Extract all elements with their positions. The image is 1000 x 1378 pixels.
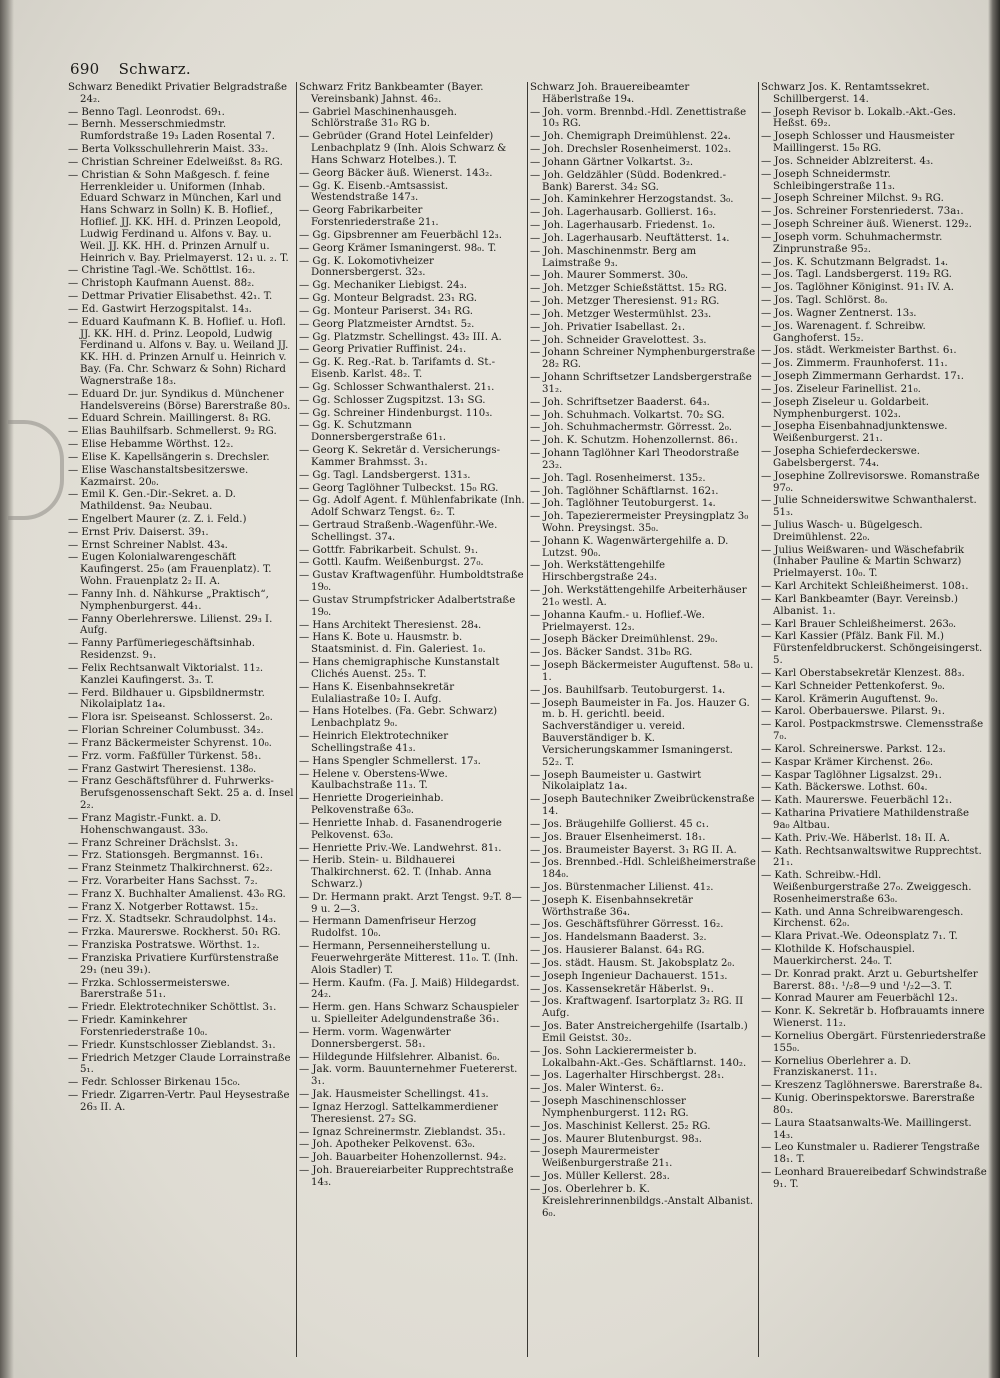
directory-entry: — Dr. Hermann prakt. Arzt Tengst. 9₂T. 8—9 u. 2—3.: [299, 891, 522, 915]
directory-entry: — Johann Schriftsetzer Landsbergerstraße 31₂.: [530, 372, 752, 395]
directory-entry: — Kornelius Obergärt. Fürstenriederstraße 155₀.: [761, 1030, 986, 1054]
directory-entry: — Gg. Schreiner Hindenburgst. 110₃.: [299, 407, 493, 419]
directory-entry: — Eduard Schrein. Maillingerst. 8₁ RG.: [68, 413, 271, 425]
column-divider: [296, 82, 297, 1357]
directory-entry: — Joh. Metzger Theresienst. 91₂ RG.: [530, 296, 720, 308]
directory-entry: — Eugen Kolonialwarengeschäft Kaufingerst. 25₀ (am Frauenplatz). T. Wohn. Frauenplatz 2₂ II. A.: [68, 552, 272, 588]
directory-entry: — Jos. K. Schutzmann Belgradst. 1₄.: [761, 256, 949, 268]
directory-entry: — Ed. Gastwirt Herzogspitalst. 14₃.: [68, 303, 252, 315]
directory-entry: — Jos. Bürstenmacher Lilienst. 41₂.: [530, 882, 714, 893]
directory-entry: — Joseph Ingenieur Dachauerst. 151₃.: [530, 970, 728, 982]
directory-entry: — Franz Steinmetz Thalkirchnerst. 62₂.: [68, 863, 273, 875]
directory-entry: — Friedr. Kaminkehrer Forstenriederstraße 10₀.: [68, 1015, 208, 1038]
directory-entry: — Bernh. Messerschmiedmstr. Rumfordstraße 19₃ Laden Rosental 7.: [68, 119, 276, 143]
directory-entry: — Gg. Tagl. Landsbergerst. 131₃.: [299, 469, 471, 481]
directory-entry: — Karl Oberstabsekretär Klenzest. 88₃.: [761, 667, 965, 679]
directory-entry: — Jos. Kraftwagenf. Isartorplatz 3₂ RG. II Aufg.: [530, 996, 744, 1020]
directory-entry: — Eduard Kaufmann K. B. Hoflief. u. Hofl. JJ. KK. HH. d. Prinz. Leopold, Ludwig Ferdinand u. Alfons v. Bay. u. Weiland JJ. KK. HH. d. Prinzen Arnulf u. Heinrich v. Bay. (Fa. Chr. Schwarz & Sohn) Richard Wagnerstraße 18₃.: [68, 316, 289, 387]
directory-entry: — Konrad Maurer am Feuerbächl 12₃.: [761, 993, 958, 1005]
directory-entry: — Joh. Geldzähler (Südd. Bodenkred.-Bank) Barerst. 34₂ SG.: [530, 169, 727, 193]
page-left-edge-shadow: [0, 0, 14, 1378]
directory-entry: — Jak. vorm. Bauunternehmer Fuetererst. 3₁.: [299, 1064, 518, 1088]
directory-entry: — Hans K. Bote u. Hausmstr. b. Staatsminist. d. Fin. Galeriest. 1₀.: [299, 632, 486, 656]
directory-entry: — Jos. Maschinist Kellerst. 25₂ RG.: [530, 1120, 711, 1132]
directory-entry: — Karol. Krämerin Auguftenst. 9₀.: [761, 693, 939, 705]
directory-entry: — Kunig. Oberinspektorswe. Barerstraße 80₃.: [761, 1093, 975, 1116]
directory-entry: — Joseph Ziseleur u. Goldarbeit. Nymphenburgerst. 102₃.: [761, 396, 929, 420]
directory-entry: — Herm. vorm. Wagenwärter Donnersbergerst. 58₁.: [299, 1026, 451, 1050]
directory-entry: — Emil K. Gen.-Dir.-Sekret. a. D. Mathildenst. 9a₂ Neubau.: [68, 489, 236, 513]
directory-entry: — Henriette Priv.-We. Landwehrst. 81₁.: [299, 842, 502, 854]
directory-entry: — Elise K. Kapellsängerin s. Drechsler.: [68, 451, 270, 463]
directory-entry: — Herm. Kaufm. (Fa. J. Maiß) Hildegardst. 24₂.: [299, 977, 520, 1001]
directory-entry: — Gg. Schlosser Schwanthalerst. 21₁.: [299, 381, 495, 393]
directory-entry: — Joh. Schneider Gravelottest. 3₃.: [530, 334, 707, 346]
directory-entry: — Christoph Kaufmann Auenst. 88₂.: [68, 278, 255, 290]
directory-entry: — Frzka. Schlossermeisterswe. Barerstraße 51₁.: [68, 977, 230, 1001]
directory-entry: — Ferd. Bildhauer u. Gipsbildnermstr. Nikolaiplatz 1a₄.: [68, 687, 265, 711]
directory-entry: — Kornelius Oberlehrer a. D. Franziskanerst. 11₁.: [761, 1055, 912, 1079]
page-number: 690: [70, 60, 100, 78]
directory-entry: — Karol. Oberbauerswe. Pilarst. 9₁.: [761, 706, 946, 718]
directory-entry: — Karol. Schreinerswe. Parkst. 12₃.: [761, 743, 946, 755]
directory-column-1: [68, 82, 294, 1372]
directory-entry: — Kath. und Anna Schreibwarengesch. Kirchenst. 62₀.: [761, 906, 964, 930]
directory-column-4: [761, 82, 987, 1372]
directory-entry: — Friedr. Elektrotechniker Schöttlst. 3₁.: [68, 1002, 277, 1014]
directory-entry: — Joh. Tagl. Rosenheimerst. 135₂.: [530, 472, 706, 484]
directory-entry: — Herm. gen. Hans Schwarz Schauspieler u. Spielleiter Adelgundenstraße 36₁.: [299, 1002, 519, 1026]
directory-entry: — Joseph Schreiner Milchst. 9₃ RG.: [761, 193, 944, 205]
directory-entry: — Joh. Drechsler Rosenheimerst. 102₃.: [530, 144, 732, 156]
directory-entry: — Jos. Maurer Blutenburgst. 98₃.: [530, 1133, 702, 1145]
directory-entry: — Dettmar Privatier Elisabethst. 42₁. T.: [68, 291, 273, 303]
directory-entry: — Jos. Schreiner Forstenriederst. 73a₁.: [761, 206, 964, 218]
directory-entry: — Eduard Dr. jur. Syndikus d. Münchener Handelsvereins (Börse) Barerstraße 80₃.: [68, 388, 291, 412]
directory-entry: — Gg. K. Reg.-Rat. b. Tarifamts d. St.-Eisenb. Karlst. 48₂. T.: [299, 357, 496, 381]
directory-entry: — Jos. Kassensekretär Häberlst. 9₁.: [530, 983, 714, 995]
directory-entry: — Hans K. Eisenbahnsekretär Eulaliastraße 10₂ I. Aufg.: [299, 681, 455, 705]
directory-entry: — Joseph Schneidermstr. Schleibingerstraße 11₃.: [761, 168, 896, 192]
directory-entry: — Joseph vorm. Schuhmachermstr. Zinprunstraße 95₂.: [761, 231, 943, 255]
directory-entry: — Leo Kunstmaler u. Radierer Tengstraße 18₁. T.: [761, 1142, 980, 1166]
directory-entry: — Ignaz Herzogl. Sattelkammerdiener Theresienst. 27₂ SG.: [299, 1101, 499, 1125]
directory-entry: — Joh. Maschinenmstr. Berg am Laimstraße 9₃.: [530, 245, 697, 269]
directory-entry: — Joh. Metzger Westermühlst. 23₃.: [530, 308, 712, 320]
directory-entry: — Joh. Schuhmach. Volkartst. 70₂ SG.: [530, 409, 725, 421]
directory-entry: — Katharina Privatiere Mathildenstraße 9a₀ Altbau.: [761, 808, 970, 831]
directory-entry: — Franz X. Notgerber Rottawst. 15₂.: [68, 901, 259, 913]
directory-entry: — Kath. Schreibw.-Hdl. Weißenburgerstraße 27₀. Zweiggesch. Rosenheimerstraße 63₀.: [761, 870, 972, 905]
directory-entry: — Gg. K. Lokomotivheizer Donnersbergerst. 32₃.: [299, 255, 434, 279]
directory-entry: — Gustav Strumpfstricker Adalbertstraße 19₀.: [299, 594, 516, 618]
directory-entry: — Fedr. Schlosser Birkenau 15c₀.: [68, 1077, 241, 1089]
directory-entry: — Georg Taglöhner Tulbeckst. 15₀ RG.: [299, 482, 499, 494]
directory-entry: — Jos. städt. Hausm. St. Jakobsplatz 2₀.: [530, 957, 735, 969]
directory-entry: — Jos. Taglöhner Königinst. 91₁ IV. A.: [761, 282, 954, 294]
directory-entry: — Henriette Drogerieinhab. Pelkovenstraße 63₀.: [299, 793, 444, 817]
directory-entry: — Fanny Inh. d. Nähkurse „Praktisch“, Nymphenburgerst. 44₁.: [68, 588, 269, 612]
directory-entry: — Hermann, Persenneiherstellung u. Feuerwehrgeräte Mitterest. 11₀. T. (Inh. Alois Stadler) T.: [299, 941, 519, 976]
directory-entry: Schwarz Fritz Bankbeamter (Bayer. Vereinsbank) Jahnst. 46₂.: [299, 82, 484, 105]
directory-entry: — Kath. Bäckerswe. Lothst. 60₄.: [761, 782, 928, 794]
directory-entry: — Herib. Stein- u. Bildhauerei Thalkirchnerst. 62. T. (Inhab. Anna Schwarz.): [299, 855, 492, 890]
directory-entry: — Benno Tagl. Leonrodst. 69₁.: [68, 106, 225, 118]
directory-entry: — Christian & Sohn Maßgesch. f. feine Herrenkleider u. Uniformen (Inhab. Eduard Schwarz in München, Karl und Hans Schwarz in Solln) K. B. Hoflief., Hoflief. JJ. KK. HH. d. Prinzen Leopold, Ludwig Ferdinand u. Alfons v. Bay. u. Weil. JJ. KK. HH. d. Prinzen Arnulf u. Heinrich v. Bay. Prielmayerst. 12₁ u. ₂. T.: [68, 169, 289, 264]
directory-entry: — Joh. Taglöhner Teutoburgerst. 1₄.: [530, 498, 716, 510]
directory-entry: — Frz. X. Stadtsekr. Schraudolphst. 14₃.: [68, 914, 277, 926]
directory-entry: — Hans chemigraphische Kunstanstalt Clichés Auenst. 25₃. T.: [299, 657, 500, 680]
directory-entry: — Gg. K. Eisenb.-Amtsassist. Westendstraße 147₃.: [299, 180, 449, 204]
directory-entry: — Jos. Sohn Lackierermeister b. Lokalbahn-Akt.-Ges. Schäftlarnst. 140₂.: [530, 1045, 747, 1069]
directory-entry: — Gg. K. Schutzmann Donnersbergerstraße 61₁.: [299, 420, 447, 444]
directory-entry: — Gebrüder (Grand Hotel Leinfelder) Lenbachplatz 9 (Inh. Alois Schwarz & Hans Schwarz Hotelbes.). T.: [299, 131, 507, 166]
directory-entry: — Christine Tagl.-We. Schöttlst. 16₂.: [68, 265, 256, 277]
directory-entry: — Jos. Warenagent. f. Schreibw. Ganghoferst. 15₂.: [761, 320, 926, 344]
directory-entry: — Joseph Maurermeister Weißenburgerstraße 21₁.: [530, 1146, 673, 1170]
directory-entry: — Joh. Schriftsetzer Baaderst. 64₃.: [530, 396, 710, 408]
directory-entry: — Josepha Eisenbahnadjunktenswe. Weißenburgerst. 21₁.: [761, 421, 948, 445]
directory-entry: — Jos. Hausierer Balanst. 64₃ RG.: [530, 945, 705, 957]
directory-entry: — Jak. Hausmeister Schellingst. 41₃.: [299, 1089, 489, 1101]
directory-entry: — Konr. K. Sekretär b. Hofbrauamts innere Wienerst. 11₂.: [761, 1006, 985, 1030]
directory-entry: — Gg. Adolf Agent. f. Mühlenfabrikate (Inh. Adolf Schwarz Tengst. 6₂. T.: [299, 495, 525, 519]
directory-entry: — Frzka. Maurerswe. Rockherst. 50₁ RG.: [68, 927, 281, 939]
directory-entry: — Joh. Metzger Schießstättst. 15₂ RG.: [530, 283, 727, 295]
directory-entry: Schwarz Benedikt Privatier Belgradstraße 24₂.: [68, 82, 288, 105]
directory-entry: — Franziska Postratswe. Wörthst. 1₂.: [68, 940, 260, 952]
directory-entry: — Florian Schreiner Columbusst. 34₂.: [68, 725, 264, 737]
directory-entry: — Joh. K. Schutzm. Hohenzollernst. 86₁.: [530, 435, 738, 447]
directory-entry: — Flora isr. Speiseanst. Schlosserst. 2₀.: [68, 712, 273, 724]
directory-entry: — Berta Volksschullehrerin Maist. 33₂.: [68, 144, 269, 156]
directory-entry: — Hans Hotelbes. (Fa. Gebr. Schwarz) Lenbachplatz 9₀.: [299, 706, 498, 730]
directory-entry: — Heinrich Elektrotechniker Schellingstraße 41₃.: [299, 731, 449, 754]
column-divider: [527, 82, 528, 1357]
directory-entry: — Joseph Bäckermeister Auguftenst. 58₀ u. 1.: [530, 660, 754, 683]
directory-entry: — Gertraud Straßenb.-Wagenführ.-We. Schellingst. 37₄.: [299, 519, 498, 543]
directory-entry: — Josepha Schieferdeckerswe. Gabelsbergerst. 74₄.: [761, 446, 921, 469]
directory-entry: — Jos. Bauhilfsarb. Teutoburgerst. 1₄.: [530, 684, 726, 696]
directory-entry: — Joseph Revisor b. Lokalb.-Akt.-Ges. Heßst. 69₂.: [761, 106, 956, 130]
directory-entry: — Georg Privatier Ruffinist. 24₁.: [299, 344, 467, 356]
directory-entry: — Friedr. Kunstschlosser Zieblandst. 3₁.: [68, 1039, 276, 1051]
directory-entry: — Jos. Ziseleur Farinellist. 21₀.: [761, 383, 921, 395]
directory-entry: — Laura Staatsanwalts-We. Maillingerst. 14₃.: [761, 1117, 972, 1141]
directory-entry: — Karl Architekt Schleißheimerst. 108₁.: [761, 581, 969, 593]
directory-entry: — Franz Bäckermeister Schyrenst. 10₀.: [68, 737, 272, 749]
directory-entry: — Helene v. Oberstens-Wwe. Kaulbachstraße 11₃. T.: [299, 768, 448, 792]
directory-entry: — Julie Schneiderswitwe Schwanthalerst. 51₃.: [761, 495, 977, 519]
directory-entry: — Joseph Maschinenschlosser Nymphenburgerst. 112₁ RG.: [530, 1096, 689, 1119]
directory-entry: — Hildegunde Hilfslehrer. Albanist. 6₀.: [299, 1051, 500, 1063]
directory-entry: — Johann Taglöhner Karl Theodorstraße 23₂.: [530, 448, 740, 471]
directory-entry: — Kaspar Taglöhner Ligsalzst. 29₁.: [761, 769, 942, 781]
directory-entry: — Joh. Maurer Sommerst. 30₀.: [530, 270, 689, 282]
directory-column-2: [299, 82, 525, 1372]
directory-entry: — Jos. Handelsmann Baaderst. 3₂.: [530, 932, 707, 944]
directory-entry: — Jos. Brauer Elsenheimerst. 18₁.: [530, 831, 706, 843]
directory-entry: — Gg. Gipsbrenner am Feuerbächl 12₃.: [299, 229, 503, 241]
directory-entry: — Joh. Chemigraph Dreimühlenst. 22₄.: [530, 131, 731, 143]
directory-entry: — Joh. Apotheker Pelkovenst. 63₀.: [299, 1139, 476, 1151]
directory-entry: — Jos. Braumeister Bayerst. 3₁ RG II. A.: [530, 844, 737, 856]
directory-entry: — Joh. vorm. Brennbd.-Hdl. Zenettistraße 10₃ RG.: [530, 106, 747, 130]
directory-entry: — Felix Rechtsanwalt Viktorialst. 11₂. Kanzlei Kaufingerst. 3₃. T.: [68, 662, 264, 686]
directory-entry: — Joh. Werkstättengehilfe Arbeiterhäuser 21₀ westl. A.: [530, 585, 747, 608]
directory-entry: — Gottfr. Fabrikarbeit. Schulst. 9₁.: [299, 544, 479, 556]
directory-entry: — Elias Bauhilfsarb. Schmellerst. 9₂ RG.: [68, 426, 277, 438]
binder-clip-graphic: [8, 420, 64, 520]
directory-entry: — Jos. Tagl. Landsbergerst. 119₂ RG.: [761, 269, 952, 281]
page-right-edge-shadow: [988, 0, 1000, 1378]
directory-entry: — Hermann Damenfriseur Herzog Rudolfst. 10₀.: [299, 916, 477, 940]
directory-entry: — Jos. städt. Werkmeister Barthst. 6₁.: [761, 345, 957, 357]
directory-entry: — Leonhard Brauereibedarf Schwindstraße 9₁. T.: [761, 1167, 987, 1190]
directory-entry: — Kaspar Krämer Kirchenst. 26₀.: [761, 756, 934, 768]
directory-entry: — Franz Geschäftsführer d. Fuhrwerks-Berufsgenossenschaft Sekt. 25 a. d. Insel 2₂.: [68, 776, 294, 812]
directory-entry: — Kath. Rechtsanwaltswitwe Rupprechtst. 21₁.: [761, 845, 982, 869]
directory-entry: — Jos. Tagl. Schlörst. 8₀.: [761, 295, 888, 307]
directory-entry: — Georg Platzmeister Arndtst. 5₂.: [299, 318, 475, 330]
directory-entry: — Hans Architekt Theresienst. 28₄.: [299, 619, 482, 631]
directory-entry: — Jos. Wagner Zentnerst. 13₃.: [761, 307, 917, 319]
directory-entry: Schwarz Jos. K. Rentamtssekret. Schillbergerst. 14.: [761, 82, 930, 105]
directory-entry: — Gg. Monteur Belgradst. 23₁ RG.: [299, 293, 478, 305]
directory-entry: — Jos. Bäcker Sandst. 31b₀ RG.: [530, 647, 693, 659]
directory-entry: — Joh. Tapezierermeister Preysingplatz 3₀ Wohn. Preysingst. 35₀.: [530, 511, 749, 534]
directory-entry: — Franziska Privatiere Kurfürstenstraße 29₁ (neu 39₁).: [68, 952, 279, 976]
directory-entry: — Gg. Mechaniker Liebigst. 24₃.: [299, 280, 467, 292]
page-header: [70, 60, 191, 78]
directory-entry: — Joh. Bauarbeiter Hohenzollernst. 94₂.: [299, 1152, 507, 1164]
directory-entry: — Gustav Kraftwagenführ. Humboldtstraße 19₀.: [299, 570, 524, 594]
directory-entry: — Joh. Kaminkehrer Herzogstandst. 3₀.: [530, 194, 734, 206]
directory-entry: — Franz Gastwirt Theresienst. 138₀.: [68, 763, 257, 775]
directory-entry: — Jos. Oberlehrer b. K. Kreislehrerinnenbildgs.-Anstalt Albanist. 6₀.: [530, 1183, 754, 1219]
directory-entry: — Elise Waschanstaltsbesitzerswe. Kazmairst. 20₀.: [68, 464, 249, 488]
directory-entry: — Karol. Postpackmstrswe. Clemensstraße 7₀.: [761, 719, 984, 743]
directory-entry: — Karl Bankbeamter (Bayr. Vereinsb.) Albanist. 1₁.: [761, 593, 958, 617]
directory-entry: — Franz Schreiner Drächslst. 3₁.: [68, 837, 239, 849]
directory-entry: — Jos. Zimmerm. Fraunhoferst. 11₁.: [761, 358, 948, 370]
directory-entry: — Henriette Inhab. d. Fasanendrogerie Pelkovenst. 63₀.: [299, 817, 502, 841]
directory-entry: — Friedrich Metzger Claude Lorrainstraße 5₁.: [68, 1052, 291, 1076]
directory-entry: — Fanny Parfümeriegeschäftsinhab. Residenzst. 9₁.: [68, 638, 255, 662]
directory-entry: — Joh. Lagerhausarb. Neuftätterst. 1₄.: [530, 232, 730, 244]
directory-entry: — Joseph Zimmermann Gerhardst. 17₁.: [761, 371, 965, 383]
directory-entry: — Ernst Priv. Daiserst. 39₁.: [68, 526, 209, 538]
directory-entry: — Jos. Bater Anstreichergehilfe (Isartalb.) Emil Geistst. 30₂.: [530, 1021, 748, 1044]
directory-entry: — Julius Weißwaren- und Wäschefabrik (Inhaber Pauline & Martin Schwarz) Prielmayerst. 10₀. T.: [761, 544, 965, 580]
directory-entry: — Georg Krämer Ismaningerst. 98₀. T.: [299, 242, 497, 254]
directory-entry: Schwarz Joh. Brauereibeamter Häberlstraße 19₄.: [530, 82, 690, 105]
directory-entry: — Gabriel Maschinenhausgeh. Schlörstraße 31₀ RG b.: [299, 106, 457, 130]
directory-entry: — Kath. Maurerswe. Feuerbächl 12₁.: [761, 795, 953, 807]
directory-entry: — Josephine Zollrevisorswe. Romanstraße 97₀.: [761, 470, 980, 494]
directory-entry: — Joseph Schreiner äuß. Wienerst. 129₂.: [761, 219, 972, 231]
directory-entry: — Jos. Schneider Ablzreiterst. 4₃.: [761, 155, 934, 167]
directory-entry: — Gg. Platzmstr. Schellingst. 43₂ III. A.: [299, 331, 502, 343]
directory-entry: — Hans Spengler Schmellerst. 17₃.: [299, 755, 481, 767]
directory-entry: — Joh. Werkstättengehilfe Hirschbergstraße 24₃.: [530, 560, 665, 584]
directory-entry: — Frz. Vorarbeiter Hans Sachsst. 7₂.: [68, 876, 258, 887]
directory-entry: — Kreszenz Taglöhnerswe. Barerstraße 8₄.: [761, 1080, 983, 1092]
directory-entry: — Johann Gärtner Volkartst. 3₂.: [530, 156, 694, 168]
directory-entry: — Joseph K. Eisenbahnsekretär Wörthstraße 36₄.: [530, 894, 693, 918]
directory-entry: — Joseph Bäcker Dreimühlenst. 29₀.: [530, 634, 718, 646]
directory-entry: — Karl Schneider Pettenkoferst. 9₀.: [761, 680, 946, 692]
directory-entry: — Jos. Bräugehilfe Gollierst. 45 c₁.: [530, 818, 709, 830]
directory-entry: — Dr. Konrad prakt. Arzt u. Geburtshelfer Barerst. 88₁. ¹/₂8—9 und ¹/₂2—3. T.: [761, 968, 978, 992]
directory-entry: — Johanna Kaufm.- u. Hoflief.-We. Prielmayerst. 12₃.: [530, 609, 705, 633]
directory-entry: — Klara Privat.-We. Odeonsplatz 7₁. T.: [761, 931, 958, 943]
directory-entry: — Franz X. Buchhalter Amalienst. 43₀ RG.: [68, 888, 286, 900]
directory-entry: — Johann Schreiner Nymphenburgerstraße 28₂ RG.: [530, 347, 756, 371]
directory-entry: — Frz. Stationsgeh. Bergmannst. 16₁.: [68, 850, 264, 862]
directory-entry: — Ignaz Schreinermstr. Zieblandst. 35₁.: [299, 1126, 506, 1138]
directory-entry: — Friedr. Zigarren-Vertr. Paul Heysestraße 26₃ II. A.: [68, 1090, 290, 1113]
directory-entry: — Fanny Oberlehrerswe. Lilienst. 29₃ I. Aufg.: [68, 613, 273, 637]
directory-entry: — Georg Bäcker äuß. Wienerst. 143₂.: [299, 167, 493, 179]
directory-entry: — Jos. Maler Winterst. 6₂.: [530, 1083, 664, 1095]
directory-entry: — Christian Schreiner Edelweißst. 8₃ RG.: [68, 156, 283, 168]
directory-entry: — Georg K. Sekretär d. Versicherungs-Kammer Brahmsst. 3₁.: [299, 445, 501, 468]
directory-entry: — Franz Magistr.-Funkt. a. D. Hohenschwangaust. 33₀.: [68, 812, 222, 836]
directory-entry: — Engelbert Maurer (z. Z. i. Feld.): [68, 513, 247, 525]
directory-entry: — Georg Fabrikarbeiter Forstenriederstraße 21₁.: [299, 205, 439, 229]
directory-entry: — Gg. Monteur Pariserst. 34₁ RG.: [299, 305, 473, 317]
directory-entry: — Jos. Müller Kellerst. 28₃.: [530, 1171, 670, 1183]
directory-entry: — Gottl. Kaufm. Weißenburgst. 27₀.: [299, 557, 484, 569]
column-divider: [758, 82, 759, 1357]
directory-entry: — Julius Wasch- u. Bügelgesch. Dreimühlenst. 22₀.: [761, 519, 923, 543]
directory-entry: — Joseph Baumeister in Fa. Jos. Hauzer G. m. b. H. gerichtl. beeid. Sachverständiger u. vereid. Bauverständiger b. K. Versicherungskammer Ismaningerst. 52₂. T.: [530, 697, 750, 768]
directory-entry: — Gg. Schlosser Zugspitzst. 13₁ SG.: [299, 394, 486, 406]
directory-entry: — Joseph Bautechniker Zweibrückenstraße 14.: [530, 794, 755, 818]
running-title: Schwarz.: [118, 60, 191, 78]
directory-entry: — Elise Hebamme Wörthst. 12₂.: [68, 439, 234, 451]
directory-entry: — Jos. Brennbed.-Hdl. Schleißheimerstraße 184₀.: [530, 857, 756, 881]
directory-entry: — Ernst Schreiner Nablst. 43₄.: [68, 539, 228, 551]
directory-entry: — Joh. Schuhmachermstr. Görresst. 2₀.: [530, 422, 733, 434]
directory-entry: — Joh. Brauereiarbeiter Rupprechtstraße 14₃.: [299, 1165, 514, 1188]
directory-entry: — Joh. Taglöhner Schäftlarnst. 162₁.: [530, 485, 719, 497]
directory-entry: — Jos. Geschäftsführer Görresst. 16₂.: [530, 919, 724, 931]
directory-entry: — Karl Kassier (Pfälz. Bank Fil. M.) Fürstenfeldbruckerst. Schöngeisingerst. 5.: [761, 631, 983, 667]
directory-entry: — Johann K. Wagenwärtergehilfe a. D. Lutzst. 90₀.: [530, 535, 729, 559]
directory-entry: — Klothilde K. Hofschauspiel. Mauerkircherst. 24₀. T.: [761, 944, 915, 967]
directory-column-3: [530, 82, 756, 1372]
directory-entry: — Joh. Privatier Isabellast. 2₁.: [530, 321, 686, 333]
directory-entry: — Jos. Lagerhalter Hirschbergst. 28₁.: [530, 1070, 725, 1082]
directory-entry: — Joh. Lagerhausarb. Gollierst. 16₃.: [530, 207, 717, 219]
directory-entry: — Kath. Priv.-We. Häberlst. 18₁ II. A.: [761, 832, 950, 844]
directory-entry: — Joseph Schlosser und Hausmeister Maillingerst. 15₀ RG.: [761, 131, 955, 155]
directory-entry: — Joseph Baumeister u. Gastwirt Nikolaiplatz 1a₄.: [530, 769, 702, 793]
directory-entry: — Frz. vorm. Faßfüller Türkenst. 58₁.: [68, 750, 262, 762]
directory-entry: — Joh. Lagerhausarb. Friedenst. 1₀.: [530, 220, 716, 232]
directory-entry: — Karl Brauer Schleißheimerst. 263₀.: [761, 618, 957, 630]
